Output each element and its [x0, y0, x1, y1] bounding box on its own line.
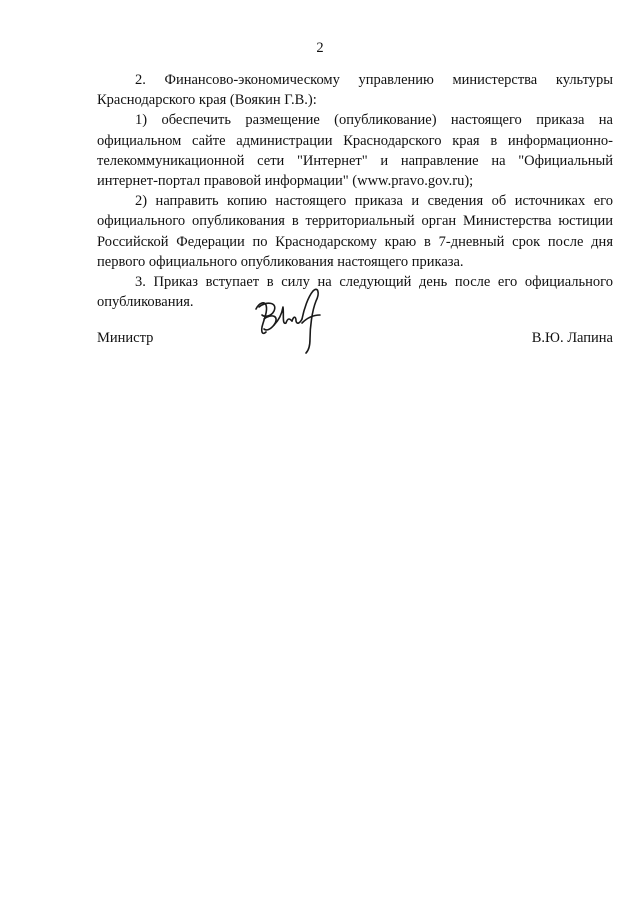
paragraph-publish-online: 1) обеспечить размещение (опубликование) настоящего приказа на официальном сайте администрации Краснодарского края в информационно-телекоммуникационной сети "Интернет" и направление на "Официальный интернет-портал правовой информации" (www.pravo.gov.ru); [97, 112, 613, 190]
paragraph-send-copy: 2) направить копию настоящего приказа и сведения об источниках его официального опубликования в территориальный орган Министерства юстиции Российской Федерации по Краснодарскому краю в 7-дневный срок после дня первого официального опубликования настоящего приказа. [97, 193, 613, 270]
paragraph-finance-department: 2. Финансово-экономическому управлению министерства культуры Краснодарского края (Воякин Г.В.): [97, 72, 613, 109]
page-number: 2 [316, 40, 324, 56]
signer-name: В.Ю. Лапина [531, 330, 613, 346]
document-body [97, 70, 613, 312]
signer-title: Министр [97, 330, 154, 346]
signature-block [97, 330, 613, 354]
paragraph-effective-date: 3. Приказ вступает в силу на следующий день после его официального опубликования. [97, 274, 613, 311]
